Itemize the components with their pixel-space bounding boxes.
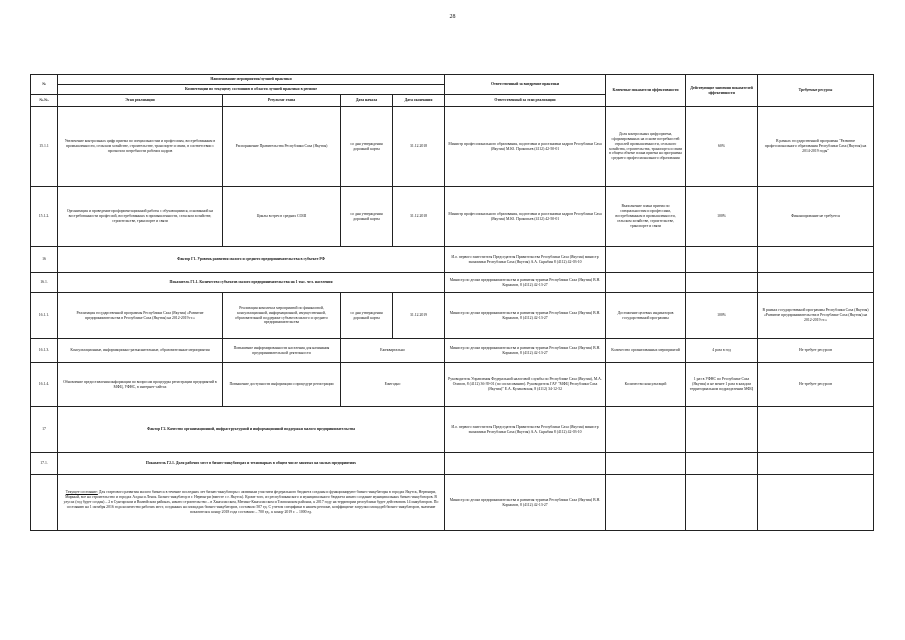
row-resources: Не требует ресурсов [758,339,874,363]
row-id: 17.1. [31,453,58,475]
row-responsible: Руководитель Управления Федеральной налоговой службы по Республике Саха (Якутия), М.А. Осипов, 8 (4112) 36-39-01 (по согласованию). Руководитель ГАУ "МФЦ Республики Саха (Якутия)" Е.А. Кулаковская, 8 (4112) 34-12-52 [445,363,606,407]
row-responsible: Министр профессионального образования, подготовки и расстановки кадров Республики Саха (Якутия) М.Ю. Прокопьев (4112) 42-50-01 [445,187,606,247]
header-stage: Этап реализации [58,95,223,107]
header-activity-name: Наименование мероприятия/лучшей практики [58,75,445,85]
indicator-title: Показатель Г1.1. Количество субъектов малого предпринимательства на 1 тыс. чел. населения [58,273,445,293]
row-period: Ежегодно [341,363,445,407]
row-value: 60% [686,107,758,187]
row-id: 16.1.4. [31,363,58,407]
row-responsible: Министр по делам предпринимательства и развития туризма Республики Саха (Якутия) В.Н. Корнилов, 8 (4112) 42-13-27 [445,273,606,293]
row-resources: В рамках государственной программы "Развитие профессионального образования Республики Саха (Якутия) на 2014-2019 годы" [758,107,874,187]
row-value: 100% [686,187,758,247]
row-id: 16.1.1. [31,293,58,339]
row-responsible: Министр по делам предпринимательства и развития туризма Республики Саха (Якутия) В.Н. Корнилов, 8 (4112) 42-13-27 [445,293,606,339]
header-no-no: №.№. [31,95,58,107]
factor-row [31,407,874,453]
row-start: со дня утверждения дорожной карты [341,293,393,339]
header-result: Результат этапа [223,95,341,107]
table-row [31,363,874,407]
row-period: Ежеквартально [341,339,445,363]
table-row [31,293,874,339]
indicator-row [31,453,874,475]
row-result: Повышение доступности информации о процедуре регистрации [223,363,341,407]
factor-title: Фактор Г2. Качество организационной, инфраструктурной и информационной поддержки малого предпринимательства [58,407,445,453]
header-key-indicator: Ключевые показатели эффективности [606,75,686,107]
row-kpi: Выполнение плана приема по специальностям и профессиям, востребованным в промышленности, сельском хозяйстве, строительстве, транспорте и связи [606,187,686,247]
row-end: 31.12.2018 [393,187,445,247]
row-kpi: Достижение целевых индикаторов государственной программы [606,293,686,339]
row-id: 15.1.1 [31,107,58,187]
indicator-row [31,273,874,293]
header-resources: Требуемые ресурсы [758,75,874,107]
factor-title: Фактор Г1. Уровень развития малого и среднего предпринимательства в субъекте РФ [58,247,445,273]
roadmap-table [30,74,874,531]
row-id: 17 [31,407,58,453]
row-kpi: Количество консультаций [606,363,686,407]
header-actual-values: Действующие значения показателей эффективности [686,75,758,107]
row-resources: Финансирование не требуется [758,187,874,247]
competency-label: Текущее состояние: [65,490,98,495]
table-row [31,107,874,187]
competency-text: Для стартового развития малого бизнеса в течение последних лет бизнес-инкубаторы с активным участием федерального бюджета созданы и функционируют бизнес-инкубаторы в городах Якутск, Нерюнгри, Мирный, все на строительство и городах Алдан и Ленск. Бизнес-инкубатор в г. Нерюнгри (вместе с г. Якутск). Кроме того, из республиканского и муниципального бюджета начато создание муниципальных бизнес-инкубаторов. В улусах (год будет создан) – 2 в Сунтарском и Вилюйском районах, начато строительство – в Хангаласском, Мегино-Кангаласском и Томпонском районах, к 2017 году на территории республики будет действовать 14 инкубаторов. По состоянию на 1 октября 2016 года количество рабочих мест, созданных на площадях бизнес-инкубаторов, составило 507 ед. С учетом специфики в нашем регионе, коэффициент загрузки площадей бизнес-инкубаторов, значение показателя к концу 2018 года составило – 700 ед., к концу 2019 г. – 1000 ед. [63,490,439,514]
row-result: Циклы встреч в средних СОШ [223,187,341,247]
row-id: 16 [31,247,58,273]
row-resources: В рамках государственной программы Республики Саха (Якутия) «Развитие предпринимательства в Республике Саха (Якутия) на 2012-2019 гг.» [758,293,874,339]
row-stage: Увеличение контрольных цифр приема по специальностям и профессиям, востребованным в промышленности, сельском хозяйстве, строительстве, транспорте и связи, в соответствии с прогнозом потребности рабочих кадров [58,107,223,187]
header-end: Дата окончания [393,95,445,107]
row-result: Реализация комплекса мероприятий по финансовой, консультационной, информационной, имущественной, образовательной поддержке субъектов малого и среднего предпринимательства [223,293,341,339]
indicator-title: Показатель Г2.1. Доля рабочих мест в бизнес-инкубаторах и технопарках в общем числе занятых на малых предприятиях [58,453,445,475]
row-start: со дня утверждения дорожной карты [341,107,393,187]
row-value: 1 раз в УФНС по Республике Саха (Якутия) и не менее 1 раза в каждом территориальном подразделении МФЦ [686,363,758,407]
row-start: со дня утверждения дорожной карты [341,187,393,247]
header-responsible: Ответственный за внедрение практики [445,75,606,95]
row-value: 4 раза в год [686,339,758,363]
row-responsible: Министр по делам предпринимательства и развития туризма Республики Саха (Якутия) В.Н. Корнилов, 8 (4112) 42-13-27 [445,475,606,531]
row-responsible: Министр профессионального образования, подготовки и расстановки кадров Республики Саха (Якутия) М.Ю. Прокопьев (4112) 42-50-01 [445,107,606,187]
table-row [31,187,874,247]
row-responsible: И.о. первого заместителя Председателя Правительства Республики Саха (Якутия) министр экономики Республики Саха (Якутия) А.А. Скрябин 8 (4112) 42-03-10 [445,407,606,453]
header-start: Дата начала [341,95,393,107]
page-number: 28 [449,14,456,20]
factor-row [31,247,874,273]
row-stage: Реализация государственной программы Республики Саха (Якутия) «Развитие предпринимательства в Республике Саха (Якутия) на 2012-2019 гг.» [58,293,223,339]
row-result: Распоряжение Правительства Республики Саха (Якутия) [223,107,341,187]
row-stage: Организация и проведение профориентационной работы с обучающимися, основанной на востребованности профессий, востребованных в промышленности, сельском хозяйстве, строительстве, транспорте и связи [58,187,223,247]
row-value: 100% [686,293,758,339]
row-end: 31.12.2019 [393,293,445,339]
row-id: 16.1.3. [31,339,58,363]
row-resources: Не требует ресурсов [758,363,874,407]
row-responsible: Министр по делам предпринимательства и развития туризма Республики Саха (Якутия) В.Н. Корнилов, 8 (4112) 42-13-27 [445,339,606,363]
row-end: 31.12.2018 [393,107,445,187]
row-stage: Консультационные, информационно-разъяснительные, образовательные мероприятия [58,339,223,363]
competency-text-cell [58,475,445,531]
row-responsible [445,453,606,475]
row-kpi: Доля контрольных цифр приема, сформированных на основе потребностей отраслей промышленности, сельского хозяйства, строительства, транспорта и связи в общем объеме плана приема на программы среднего профессионального образования [606,107,686,187]
table-row [31,339,874,363]
row-responsible: И.о. первого заместителя Председателя Правительства Республики Саха (Якутия) министр экономики Республики Саха (Якутия) А.А. Скрябин 8 (4112) 42-03-10 [445,247,606,273]
row-result: Повышение информированности населения для начинания предпринимательской деятельности [223,339,341,363]
competency-row [31,475,874,531]
header-no: № [31,75,58,95]
row-stage: Обновление предоставления информации по вопросам процедуры регистрации предприятий в МФЦ, УФНС, в интернет-сайтах [58,363,223,407]
row-id: 15.1.2. [31,187,58,247]
row-kpi: Количество организованных мероприятий [606,339,686,363]
header-responsible-stage: Ответственный за этап реализации [445,95,606,107]
row-id: 16.1. [31,273,58,293]
header-competency: Компетенции по текущему состоянию в области лучшей практики в регионе [58,85,445,95]
header-row-1 [31,75,874,85]
